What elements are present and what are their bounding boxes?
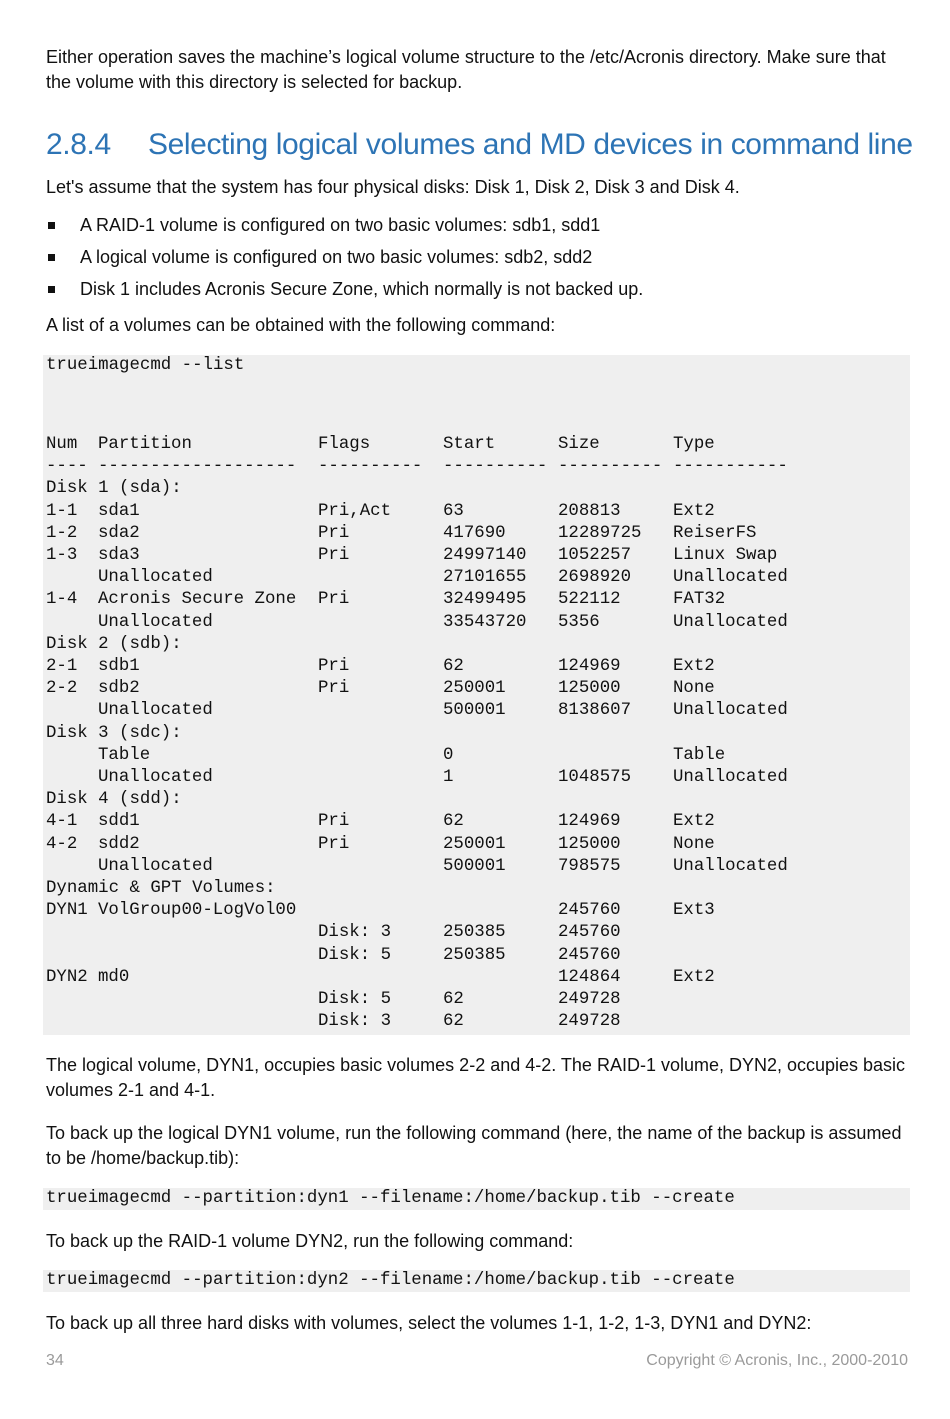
dyn1-command-block: [43, 1188, 910, 1210]
bullet-square-icon: [48, 222, 55, 229]
copyright-notice: Copyright © Acronis, Inc., 2000-2010: [646, 1352, 908, 1369]
intro-paragraph: Either operation saves the machine’s logical volume structure to the /etc/Acronis directory. Make sure that the volume with this directory is selected for backup.: [46, 47, 886, 92]
cell-partition: Partition: [98, 435, 192, 454]
cell-flags: Pri,Act: [318, 501, 392, 521]
dyn-description-paragraph: The logical volume, DYN1, occupies basic volumes 2-2 and 4-2. The RAID-1 volume, DYN2, occupies basic volumes 2-1 and 4-1.: [46, 1055, 906, 1100]
cell-size: 798575: [558, 856, 621, 876]
cell-start: ----------: [443, 457, 548, 477]
cell-flags: Disk: 3: [318, 1012, 392, 1032]
cell-type: Unallocated: [673, 568, 788, 588]
cell-partition: Unallocated: [98, 768, 213, 787]
dyn1-command: trueimagecmd --partition:dyn1 --filename:/home/backup.tib --create: [46, 1189, 735, 1208]
cell-start: 32499495: [443, 590, 527, 610]
table-row: [43, 856, 903, 878]
cell-type: Unallocated: [673, 768, 788, 787]
dyn2-command: trueimagecmd --partition:dyn2 --filename:/home/backup.tib --create: [46, 1271, 735, 1290]
cell-partition: sdd2: [98, 834, 140, 854]
cell-partition: Unallocated: [98, 568, 213, 588]
table-group-row: [43, 789, 903, 811]
cell-start: 250001: [443, 679, 506, 699]
cell-flags: Pri: [318, 590, 350, 610]
cell-size: 245760: [558, 901, 621, 921]
cell-num: Num: [46, 435, 78, 454]
cell-num: ----: [46, 457, 88, 477]
table-group-row: [43, 478, 903, 500]
cell-size: 1048575: [558, 768, 632, 787]
cell-flags: Disk: 3: [318, 923, 392, 943]
table-row: [43, 745, 903, 767]
cell-type: Table: [673, 745, 726, 765]
cell-size: 208813: [558, 501, 621, 521]
table-row: [43, 811, 903, 833]
cell-type: FAT32: [673, 590, 726, 610]
cell-num: Disk 1 (sda):: [46, 479, 182, 499]
cell-start: 62: [443, 657, 464, 676]
cell-type: Ext2: [673, 501, 715, 521]
cell-num: 4-1: [46, 812, 78, 832]
cell-size: ----------: [558, 457, 663, 477]
cell-num: DYN1: [46, 901, 88, 921]
dyn2-command-block: [43, 1270, 910, 1292]
table-row: [43, 612, 903, 634]
table-header-row: [43, 434, 903, 456]
cell-size: 249728: [558, 1012, 621, 1032]
table-row: [43, 922, 903, 944]
table-row: [43, 1011, 903, 1033]
cell-flags: ----------: [318, 457, 423, 477]
cell-partition: md0: [98, 967, 130, 987]
cell-size: 1052257: [558, 546, 632, 565]
table-row: [43, 945, 903, 967]
table-row: [43, 767, 903, 789]
cell-start: 62: [443, 990, 464, 1009]
cell-size: 12289725: [558, 523, 642, 543]
cell-size: 5356: [558, 612, 600, 632]
table-row: [43, 589, 903, 611]
cell-type: Unallocated: [673, 856, 788, 876]
cell-type: None: [673, 679, 715, 699]
table-row: [43, 567, 903, 589]
table-group-row: [43, 878, 903, 900]
cell-size: 125000: [558, 834, 621, 854]
cell-type: Ext2: [673, 967, 715, 987]
table-row: [43, 545, 903, 567]
cell-size: Size: [558, 435, 600, 454]
page-number: 34: [46, 1352, 64, 1369]
cell-start: 250001: [443, 834, 506, 854]
table-row: [43, 656, 903, 678]
cell-flags: Disk: 5: [318, 945, 392, 965]
cell-num: 2-1: [46, 657, 78, 676]
cell-flags: Pri: [318, 679, 350, 699]
cell-partition: sda2: [98, 523, 140, 543]
cell-flags: Pri: [318, 812, 350, 832]
cell-start: 27101655: [443, 568, 527, 588]
cell-type: Ext2: [673, 812, 715, 832]
cell-num: 1-2: [46, 523, 78, 543]
cell-flags: Disk: 5: [318, 990, 392, 1009]
cell-flags: Pri: [318, 834, 350, 854]
section-title: Selecting logical volumes and MD devices in command line: [148, 128, 913, 161]
cell-size: 124969: [558, 812, 621, 832]
table-row: [43, 834, 903, 856]
backup-all-paragraph: To back up all three hard disks with volumes, select the volumes 1-1, 1-2, 1-3, DYN1 and DYN2:: [46, 1313, 812, 1333]
table-row: [43, 523, 903, 545]
cell-size: 245760: [558, 923, 621, 943]
cell-partition: Unallocated: [98, 856, 213, 876]
cell-start: 500001: [443, 856, 506, 876]
table-row: [43, 678, 903, 700]
list-command-intro: A list of a volumes can be obtained with the following command:: [46, 315, 556, 335]
cell-size: 522112: [558, 590, 621, 610]
cell-type: None: [673, 834, 715, 854]
list-item: A logical volume is configured on two basic volumes: sdb2, sdd2: [46, 245, 643, 277]
cell-partition: Unallocated: [98, 701, 213, 721]
cell-num: 2-2: [46, 679, 78, 699]
cell-type: -----------: [673, 457, 788, 477]
cell-flags: Pri: [318, 657, 350, 676]
assumption-paragraph: Let's assume that the system has four physical disks: Disk 1, Disk 2, Disk 3 and Disk 4.: [46, 177, 740, 197]
cell-size: 8138607: [558, 701, 632, 721]
backup-dyn2-paragraph: To back up the RAID-1 volume DYN2, run the following command:: [46, 1231, 574, 1251]
cell-num: Disk 2 (sdb):: [46, 634, 182, 654]
cell-partition: Table: [98, 745, 151, 765]
table-separator-row: [43, 456, 903, 478]
cell-num: 1-4: [46, 590, 78, 610]
cell-size: 124864: [558, 967, 621, 987]
section-number: 2.8.4: [46, 128, 111, 161]
cell-start: 500001: [443, 701, 506, 721]
cell-partition: sdb2: [98, 679, 140, 699]
list-command: trueimagecmd --list: [46, 356, 245, 375]
cell-type: ReiserFS: [673, 523, 757, 543]
cell-start: 62: [443, 1012, 464, 1032]
list-item: A RAID-1 volume is configured on two basic volumes: sdb1, sdd1: [46, 213, 643, 245]
table-row: [43, 700, 903, 722]
section-heading: [46, 128, 913, 162]
cell-size: 125000: [558, 679, 621, 699]
cell-flags: Pri: [318, 523, 350, 543]
cell-num: 4-2: [46, 834, 78, 854]
cell-size: 245760: [558, 945, 621, 965]
cell-partition: VolGroup00-LogVol00: [98, 901, 297, 921]
table-group-row: [43, 723, 903, 745]
cell-start: Start: [443, 435, 496, 454]
table-group-row: [43, 634, 903, 656]
table-row: [43, 501, 903, 523]
bullet-square-icon: [48, 286, 55, 293]
table-row: [43, 967, 903, 989]
list-item: Disk 1 includes Acronis Secure Zone, which normally is not backed up.: [46, 277, 643, 309]
cell-num: DYN2: [46, 967, 88, 987]
cell-num: 1-3: [46, 546, 78, 565]
cell-start: 63: [443, 501, 464, 521]
cell-partition: Unallocated: [98, 612, 213, 632]
cell-start: 33543720: [443, 612, 527, 632]
cell-start: 250385: [443, 923, 506, 943]
cell-partition: sda1: [98, 501, 140, 521]
cell-flags: Pri: [318, 546, 350, 565]
cell-start: 250385: [443, 945, 506, 965]
cell-start: 417690: [443, 523, 506, 543]
cell-start: 62: [443, 812, 464, 832]
assumption-list: [46, 213, 643, 309]
cell-partition: sdb1: [98, 657, 140, 676]
cell-type: Ext3: [673, 901, 715, 921]
cell-num: 1-1: [46, 501, 78, 521]
cell-num: Disk 3 (sdc):: [46, 723, 182, 743]
cell-flags: Flags: [318, 435, 371, 454]
backup-dyn1-paragraph: To back up the logical DYN1 volume, run the following command (here, the name of the backup is assumed to be /home/backup.tib):: [46, 1123, 902, 1168]
cell-type: Ext2: [673, 657, 715, 676]
cell-start: 1: [443, 768, 454, 787]
cell-type: Unallocated: [673, 612, 788, 632]
cell-size: 249728: [558, 990, 621, 1009]
cell-num: Disk 4 (sdd):: [46, 790, 182, 810]
bullet-square-icon: [48, 254, 55, 261]
table-row: [43, 900, 903, 922]
volume-list-code-block: [43, 355, 910, 1035]
cell-start: 24997140: [443, 546, 527, 565]
cell-partition: Acronis Secure Zone: [98, 590, 297, 610]
cell-size: 124969: [558, 657, 621, 676]
cell-type: Unallocated: [673, 701, 788, 721]
cell-start: 0: [443, 745, 454, 765]
table-row: [43, 989, 903, 1011]
cell-type: Linux Swap: [673, 546, 778, 565]
cell-partition: sdd1: [98, 812, 140, 832]
cell-type: Type: [673, 435, 715, 454]
cell-size: 2698920: [558, 568, 632, 588]
cell-partition: sda3: [98, 546, 140, 565]
cell-num: Dynamic & GPT Volumes:: [46, 879, 276, 898]
cell-partition: -------------------: [98, 457, 297, 477]
